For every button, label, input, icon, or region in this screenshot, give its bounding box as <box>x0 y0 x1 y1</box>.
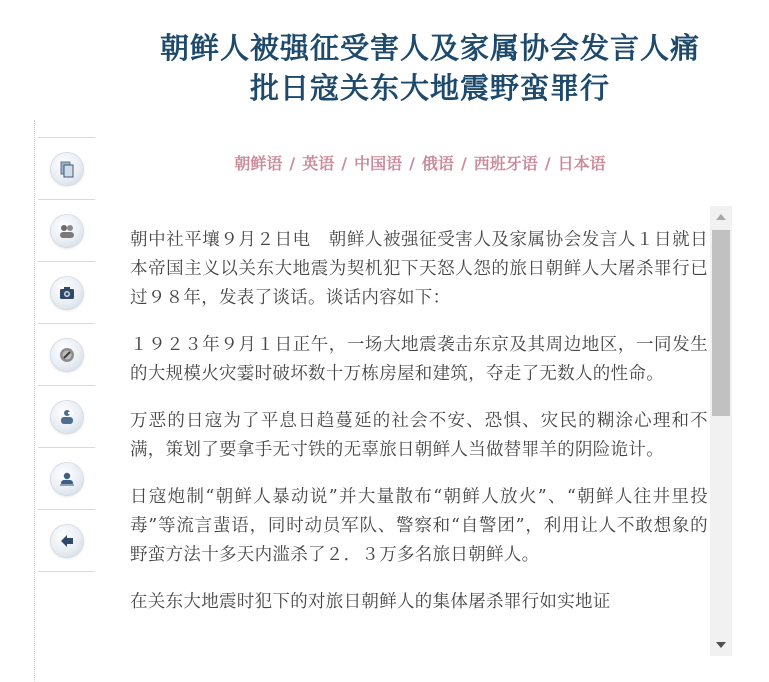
language-separator: / <box>409 154 415 173</box>
sidebar-toolbar <box>38 137 95 572</box>
sidebar-item-disc[interactable] <box>38 323 95 385</box>
person-plus-icon <box>51 401 83 433</box>
language-separator: / <box>289 154 296 173</box>
camera-icon <box>51 277 83 309</box>
language-link-chinese[interactable]: 中国语 <box>354 154 403 173</box>
language-separator: / <box>460 154 467 173</box>
article-scrollbar[interactable] <box>710 206 732 656</box>
back-arrow-icon <box>51 525 83 557</box>
sidebar-item-back[interactable] <box>38 509 95 572</box>
sidebar-item-camera[interactable] <box>38 261 95 323</box>
page-title <box>110 28 750 108</box>
title-line-2: 批日寇关东大地震野蛮罪行 <box>249 71 610 105</box>
language-link-russian[interactable]: 俄语 <box>421 154 454 173</box>
language-link-japanese[interactable]: 日本语 <box>557 154 606 173</box>
article-paragraph: １９２３年９月１日正午，一场大地震袭击东京及其周边地区，一同发生的大规模火灾霎时破坏数十万栋房屋和建筑，夺走了无数人的性命。 <box>130 335 708 384</box>
article-paragraph: 日寇炮制“朝鲜人暴动说”并大量散布“朝鲜人放火”、“朝鲜人往井里投毒”等流言蜚语，同时动员军队、警察和“自警团”，利用让人不敢想象的野蛮方法十多天内滥杀了２．３万多名旅日朝鲜人。 <box>130 487 708 565</box>
scroll-thumb[interactable] <box>712 230 730 416</box>
sidebar-item-person-plus[interactable] <box>38 385 95 447</box>
left-divider <box>34 120 36 682</box>
article-paragraph: 朝中社平壤９月２日电 朝鲜人被强征受害人及家属协会发言人１日就日本帝国主义以关东大地震为契机犯下天怒人怨的旅日朝鲜人大屠杀罪行已过９８年，发表了谈话。谈话内容如下： <box>130 230 708 308</box>
language-link-korean[interactable]: 朝鲜语 <box>234 154 283 173</box>
arrow-up-icon <box>716 214 726 220</box>
article-paragraph: 在关东大地震时犯下的对旅日朝鲜人的集体屠杀罪行如实地证 <box>130 592 611 612</box>
title-line-1: 朝鲜人被强征受害人及家属协会发言人痛 <box>159 31 700 65</box>
article-body <box>130 206 708 656</box>
document-icon <box>51 153 83 185</box>
language-link-english[interactable]: 英语 <box>302 154 335 173</box>
language-separator: / <box>544 154 551 173</box>
arrow-down-icon <box>716 642 726 648</box>
sidebar-item-person[interactable] <box>38 447 95 509</box>
sidebar-item-group[interactable] <box>38 199 95 261</box>
sidebar-item-document[interactable] <box>38 137 95 199</box>
group-icon <box>51 215 83 247</box>
scroll-down-button[interactable] <box>710 634 732 656</box>
article-paragraph: 万恶的日寇为了平息日趋蔓延的社会不安、恐惧、灾民的糊涂心理和不满，策划了要拿手无寸铁的无辜旅日朝鲜人当做替罪羊的阴险诡计。 <box>130 411 708 460</box>
language-link-spanish[interactable]: 西班牙语 <box>473 154 538 173</box>
language-switcher <box>130 152 710 176</box>
disc-icon <box>51 339 83 371</box>
language-separator: / <box>341 154 348 173</box>
person-icon <box>51 463 83 495</box>
scroll-up-button[interactable] <box>710 206 732 228</box>
